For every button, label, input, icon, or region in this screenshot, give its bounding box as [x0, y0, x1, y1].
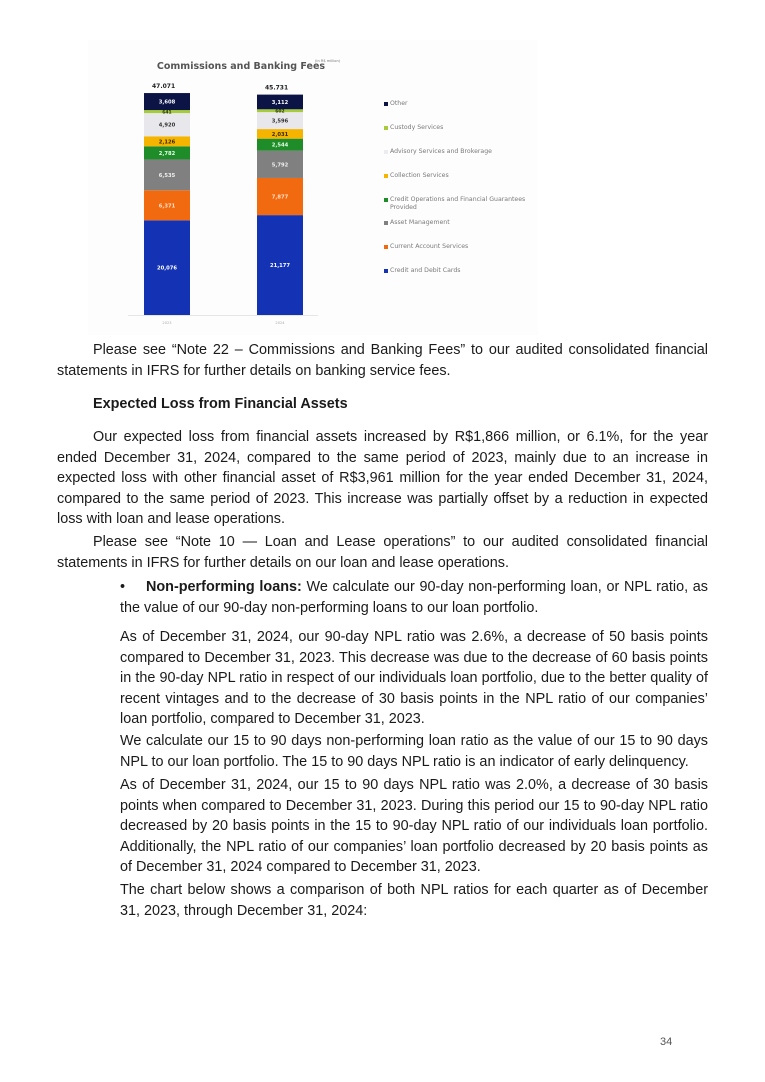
- npl-15-definition: We calculate our 15 to 90 days non-performing loan ratio as the value of our 15 to 90 days NPL to our loan portfolio. The 15 to 90 days NPL ratio is an indicator of early delinquency.: [120, 733, 708, 770]
- chart-intro-paragraph: The chart below shows a comparison of both NPL ratios for each quarter as of December 31, 2023, through December 31, 2024:: [120, 882, 708, 919]
- bar-total-label: 45.731: [265, 84, 289, 92]
- bar-segment-label: 20,076: [156, 265, 178, 272]
- x-tick-label: 2023: [162, 321, 172, 325]
- npl-90-paragraph: As of December 31, 2024, our 90-day NPL ratio was 2.6%, a decrease of 50 basis points compared to December 31, 2023. This decrease was due to the decrease of 60 basis points in the 90-day NPL ratio in respect of our individuals loan portfolio, due to the better quality of recent vintages and to the decrease of 30 basis points in the NPL ratio of our companies’ loan portfolio, compared to December 31, 2023.: [120, 629, 708, 727]
- legend-swatch: [384, 198, 388, 202]
- legend-swatch: [384, 102, 388, 106]
- legend-label: Custody Services: [390, 124, 444, 131]
- legend-swatch: [384, 150, 388, 154]
- legend-swatch: [384, 174, 388, 178]
- note-22-paragraph: Please see “Note 22 – Commissions and Banking Fees” to our audited consolidated financial statements in IFRS for further details on banking service fees.: [57, 342, 708, 379]
- legend-label: Credit and Debit Cards: [390, 267, 461, 274]
- legend-item: [384, 148, 534, 156]
- expected-loss-paragraph: Our expected loss from financial assets increased by R$1,866 million, or 6.1%, for the year ended December 31, 2024, compared to the same period of 2023, mainly due to an increase in expected loss with other financial asset of R$3,961 million for the year ended December 31, 2024, compared to the same period of 2023. This increase was partially offset by a reduction in expected loss with loan and lease operations.: [57, 429, 708, 527]
- page-number: 34: [660, 1036, 673, 1048]
- legend-label: Asset Management: [390, 219, 450, 226]
- npl-15-paragraph: As of December 31, 2024, our 15 to 90 days NPL ratio was 2.0%, a decrease of 30 basis points when compared to December 31, 2023. During this period our 15 to 90-day NPL ratio decreased by 20 basis points in the 15 to 90-day NPL ratio of our individuals loan portfolio. Additionally, the NPL ratio of our companies’ loan portfolio decreased by 20 basis points as of December 31, 2024 compared to December 31, 2023.: [120, 777, 708, 875]
- legend-item: [384, 267, 534, 275]
- legend-label: Other: [390, 100, 408, 107]
- bars-layer: [128, 83, 318, 325]
- bar-segment-label: 2,544: [271, 142, 289, 149]
- bar-segment-label: 5,792: [271, 162, 289, 169]
- bar-total-label: 47.071: [152, 83, 176, 91]
- legend-swatch: [384, 126, 388, 130]
- legend-swatch: [384, 221, 388, 225]
- bar-segment-label: 3,112: [271, 99, 289, 106]
- bar-segment-label: 7,877: [271, 194, 289, 201]
- bar-segment-label: 2,126: [158, 139, 176, 146]
- npl-bullet: [120, 577, 708, 618]
- legend-label: Collection Services: [390, 172, 449, 179]
- bar-segment-label: 21,177: [269, 263, 291, 270]
- legend-item: [384, 100, 534, 108]
- bar-segment-label: 6,371: [158, 203, 176, 210]
- legend-item: [384, 196, 534, 212]
- bar-segment-label: 602: [275, 109, 285, 115]
- legend-swatch: [384, 269, 388, 273]
- legend-swatch: [384, 245, 388, 249]
- note-10-paragraph: Please see “Note 10 — Loan and Lease operations” to our audited consolidated financial statements in IFRS for further details on our loan and lease operations.: [57, 534, 708, 571]
- bar-segment-label: 4,920: [158, 122, 176, 129]
- legend-label: Credit Operations and Financial Guarantees Provided: [390, 196, 526, 211]
- chart-unit-label: (In R$ million): [315, 59, 341, 63]
- legend-label: Current Account Services: [390, 243, 469, 250]
- bar-segment-label: 6,535: [158, 172, 176, 179]
- bar-segment-label: 3,596: [271, 118, 289, 125]
- legend-item: [384, 243, 534, 251]
- legend-item: [384, 172, 534, 180]
- bar-segment-label: 2,782: [158, 150, 176, 157]
- bar-segment-label: 2,031: [271, 131, 289, 138]
- legend-label: Advisory Services and Brokerage: [390, 148, 492, 155]
- x-tick-label: 2024: [275, 321, 285, 325]
- npl-bullet-text: We calculate our 90-day non-performing loan, or NPL ratio, as the value of our 90-day non-performing loans to our loan portfolio.: [120, 579, 709, 616]
- npl-bullet-title: Non-performing loans:: [146, 579, 302, 595]
- bar-segment-label: 3,608: [158, 99, 176, 106]
- legend-item: [384, 219, 534, 227]
- chart-title: Commissions and Banking Fees: [156, 61, 326, 72]
- legend-item: [384, 124, 534, 132]
- bar-segment-label: 641: [162, 110, 172, 116]
- chart-legend: [384, 100, 534, 291]
- bullet-icon: •: [120, 579, 126, 595]
- expected-loss-heading: Expected Loss from Financial Assets: [93, 396, 348, 412]
- commissions-chart: [88, 40, 538, 335]
